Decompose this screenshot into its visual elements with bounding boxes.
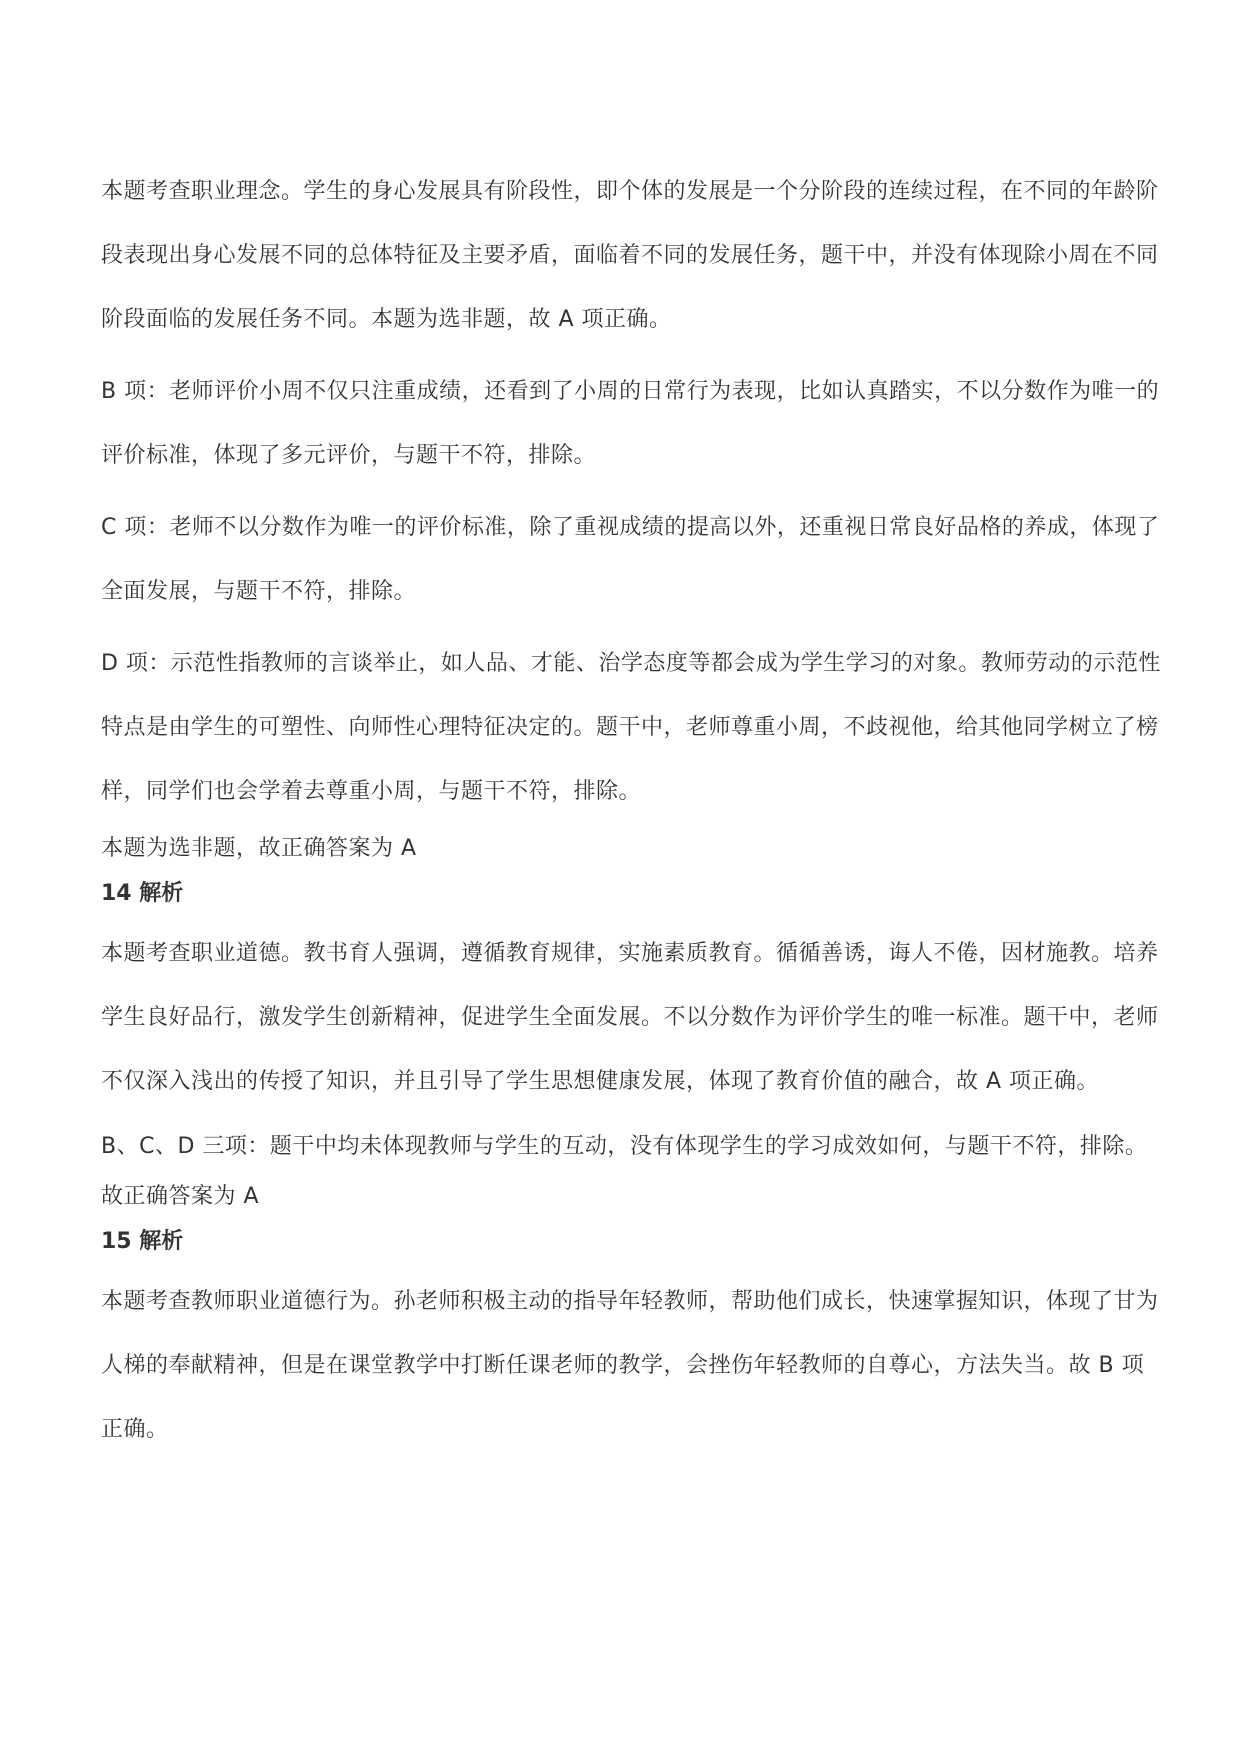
q15-heading: 15 解析 (101, 1229, 184, 1254)
q14-paragraph-1: 本题考查职业道德。教书育人强调，遵循教育规律，实施素质教育。循循善诱，诲人不倦，因材施教。培养学生良好品行，激发学生创新精神，促进学生全面发展。不以分数作为评价学生的唯一标准。题干中，老师不仅深入浅出的传授了知识，并且引导了学生思想健康发展，体现了教育价值的融合，故 A 项正确。 (101, 941, 1159, 1094)
q13-option-c: C 项：老师不以分数作为唯一的评价标准，除了重视成绩的提高以外，还重视日常良好品格的养成，体现了全面发展，与题干不符，排除。 (101, 515, 1160, 604)
q14-options-bcd: B、C、D 三项：题干中均未体现教师与学生的互动，没有体现学生的学习成效如何，与题干不符，排除。 (101, 1134, 1148, 1159)
q13-option-d: D 项：示范性指教师的言谈举止，如人品、才能、治学态度等都会成为学生学习的对象。教师劳动的示范性特点是由学生的可塑性、向师性心理特征决定的。题干中，老师尊重小周，不歧视他，给其他同学树立了榜样，同学们也会学着去尊重小周，与题干不符，排除。 (101, 651, 1161, 804)
q14-heading: 14 解析 (101, 881, 184, 906)
q13-answer: 本题为选非题，故正确答案为 A (101, 836, 417, 861)
document-page (101, 160, 1161, 1462)
q14-answer: 故正确答案为 A (101, 1184, 260, 1209)
q15-paragraph-1: 本题考查教师职业道德行为。孙老师积极主动的指导年轻教师，帮助他们成长，快速掌握知识，体现了甘为人梯的奉献精神，但是在课堂教学中打断任课老师的教学，会挫伤年轻教师的自尊心，方法失当。故 B 项正确。 (101, 1289, 1159, 1442)
q13-option-b: B 项：老师评价小周不仅只注重成绩，还看到了小周的日常行为表现，比如认真踏实，不以分数作为唯一的评价标准，体现了多元评价，与题干不符，排除。 (101, 379, 1160, 468)
q13-paragraph-1: 本题考查职业理念。学生的身心发展具有阶段性，即个体的发展是一个分阶段的连续过程，在不同的年龄阶段表现出身心发展不同的总体特征及主要矛盾，面临着不同的发展任务，题干中，并没有体现除小周在不同阶段面临的发展任务不同。本题为选非题，故 A 项正确。 (101, 179, 1159, 332)
